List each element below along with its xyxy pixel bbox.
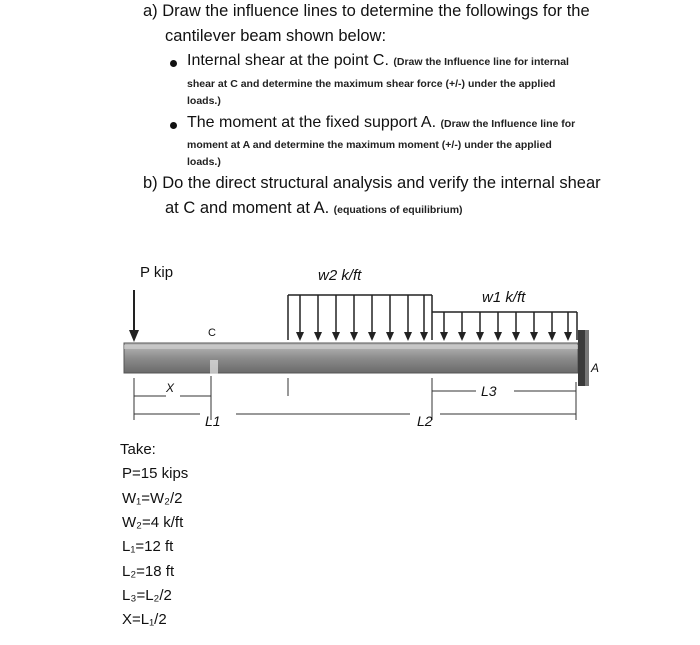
take-item-l3: L₃=L₂/2 <box>122 587 172 604</box>
w1-distributed-load <box>432 312 577 341</box>
take-title: Take: <box>120 441 156 458</box>
question-b-line1: b) Do the direct structural analysis and verify the internal shear <box>143 174 601 192</box>
p-load-label: P kip <box>140 264 174 281</box>
p-load-arrow <box>129 290 139 342</box>
w2-distributed-load <box>288 295 432 341</box>
take-item-w1: W₁=W₂/2 <box>122 490 183 507</box>
take-item-l1: L₁=12 ft <box>122 538 174 555</box>
take-item-l2: L₂=18 ft <box>122 563 175 580</box>
bullet-2-main: The moment at the fixed support A. <box>187 114 437 131</box>
w1-load-label: w1 k/ft <box>482 289 526 306</box>
fixed-support-a <box>578 330 589 386</box>
dimension-lines <box>134 376 576 420</box>
l1-dimension-label: L1 <box>205 413 221 429</box>
cantilever-beam <box>124 343 578 374</box>
w2-load-label: w2 k/ft <box>318 267 362 284</box>
bullet-1-note2: shear at C and determine the maximum shear force (+/-) under the applied <box>187 78 556 90</box>
take-item-p: P=15 kips <box>122 465 189 482</box>
take-item-x: X=L₁/2 <box>122 611 167 628</box>
support-a-label: A <box>591 361 600 375</box>
l2-dimension-label: L2 <box>417 413 433 429</box>
point-c-label: C <box>208 327 216 339</box>
bullet-1-note3: loads.) <box>187 95 221 107</box>
bullet-2-note3: loads.) <box>187 156 221 168</box>
question-a-line1: a) Draw the influence lines to determine the followings for the <box>143 2 590 20</box>
bullet-2-note2: moment at A and determine the maximum moment (+/-) under the applied <box>187 139 552 151</box>
take-item-w2: W₂=4 k/ft <box>122 514 184 531</box>
bullet-1-main: Internal shear at the point C. <box>187 52 389 69</box>
question-a-line2: cantilever beam shown below: <box>165 27 387 45</box>
l3-dimension-label: L3 <box>481 383 497 399</box>
question-b-line2: at C and moment at A. <box>165 199 330 217</box>
question-b-note: (equations of equilibrium) <box>333 204 463 216</box>
x-dimension-label: X <box>166 381 175 395</box>
bullet-2-note1: (Draw the Influence line for <box>440 118 576 130</box>
bullet-1-note1: (Draw the Influence line for internal <box>393 56 569 68</box>
